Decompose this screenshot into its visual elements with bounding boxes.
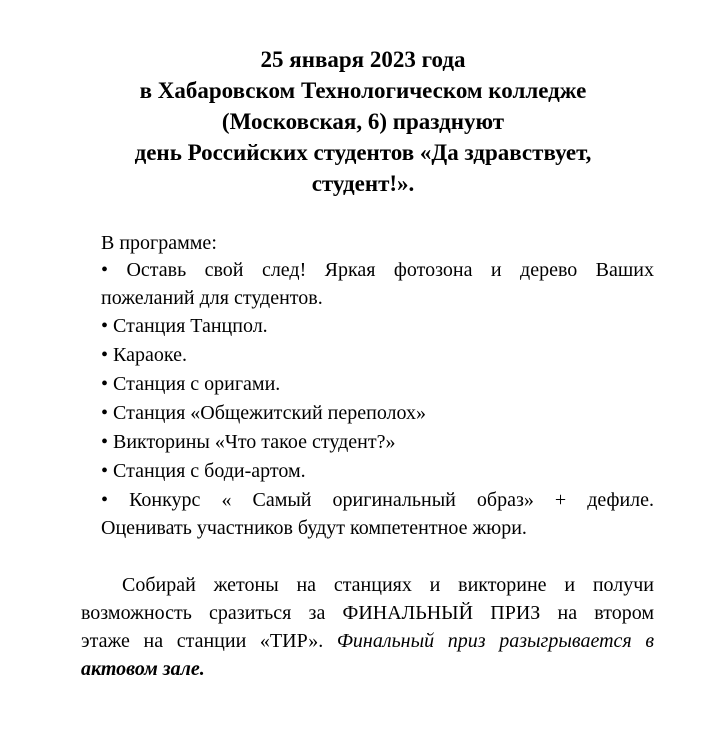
program-item-karaoke [101,341,654,370]
prize-paragraph [81,571,654,683]
program-item-text: Караоке. [113,344,187,366]
program-item-photozone [101,256,654,312]
title-date: 25 января 2023 года [260,47,466,72]
program-item-dancefloor [101,312,654,341]
program-section [101,230,654,542]
assembly-hall-note: актовом зале. [81,658,205,680]
event-title [60,44,666,199]
program-item-text-continued: Оценивать участников будут компетентное жюри. [101,517,527,539]
bullet-icon: • [101,402,109,424]
title-address: (Московская, 6) празднуют [221,109,505,134]
program-item-origami [101,370,654,399]
program-item-text: Станция «Общежитский переполох» [113,402,427,424]
title-holiday: день Российских студентов «Да здравствует, [134,140,592,165]
title-holiday-end: студент!». [311,171,415,196]
bullet-icon: • [101,373,109,395]
program-item-text: Викторины «Что такое студент?» [113,431,396,453]
program-item-text: Оставь свой след! Яркая фотозона и дерево Ваших [126,259,654,281]
program-item-text: Станция с боди-артом. [113,460,306,482]
program-item-text-continued: пожеланий для студентов. [101,287,323,309]
bullet-icon: • [101,259,109,281]
program-item-bodyart [101,457,654,486]
program-heading: В программе: [101,232,217,254]
program-item-text: Станция с оригами. [113,373,281,395]
final-prize-note: Финальный приз разыгрывается в [336,630,655,652]
bullet-icon: • [101,489,109,511]
program-item-text: Конкурс « Самый оригинальный образ» + дефиле. [129,489,655,511]
prize-line [81,627,654,655]
program-item-contest [101,486,654,542]
program-item-quiz [101,428,654,457]
bullet-icon: • [101,344,109,366]
title-venue: в Хабаровском Технологическом колледже [139,78,587,103]
prize-line: Собирай жетоны на станциях и викторине и получи [122,574,654,596]
program-item-dormitory [101,399,654,428]
bullet-icon: • [101,431,109,453]
bullet-icon: • [101,460,109,482]
prize-station-text: этаже на станции «ТИР». [81,630,337,652]
bullet-icon: • [101,315,109,337]
prize-line: возможность сразиться за ФИНАЛЬНЫЙ ПРИЗ на втором [81,602,654,624]
program-item-text: Станция Танцпол. [113,315,268,337]
